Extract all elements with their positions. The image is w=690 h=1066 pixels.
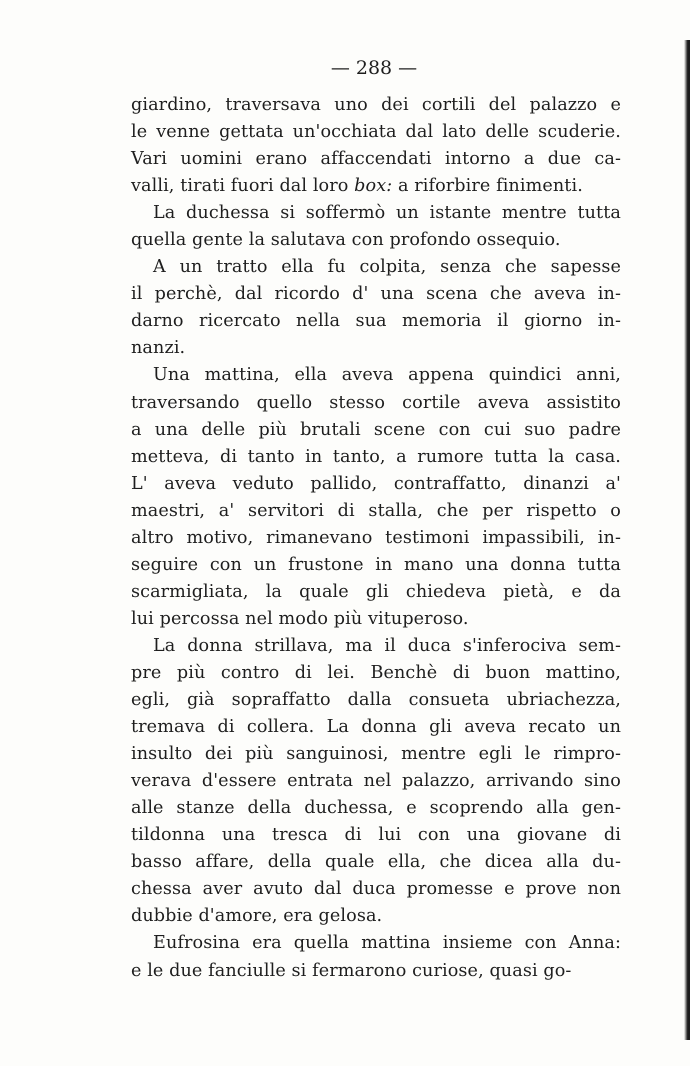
text-line: metteva, di tanto in tanto, a rumore tutta la casa.	[131, 446, 621, 467]
paragraph	[131, 633, 621, 931]
text-line: a una delle più brutali scene con cui suo padre	[131, 419, 621, 440]
page-number: — 288 —	[330, 57, 418, 79]
text-line: dubbie d'amore, era gelosa.	[131, 906, 383, 927]
text-line: tildonna una tresca di lui con una giovane di	[131, 825, 621, 846]
text-line: chessa aver avuto dal duca promesse e prove non	[131, 879, 621, 900]
paragraph	[131, 930, 621, 984]
text-line: verava d'essere entrata nel palazzo, arrivando sino	[131, 771, 621, 792]
text-line: le venne gettata un'occhiata dal lato delle scuderie.	[131, 122, 621, 143]
text-line: Eufrosina era quella mattina insieme con Anna:	[153, 933, 621, 954]
text-line: giardino, traversava uno dei cortili del palazzo e	[131, 95, 621, 115]
text-line: pre più contro di lei. Benchè di buon mattino,	[131, 662, 621, 683]
text-line: Vari uomini erano affaccendati intorno a due ca-	[131, 149, 621, 170]
text-line: A un tratto ella fu colpita, senza che sapesse	[153, 257, 621, 278]
text-line: egli, già sopraffatto dalla consueta ubriachezza,	[131, 690, 621, 711]
text-line: insulto dei più sanguinosi, mentre egli le rimpro-	[131, 744, 621, 765]
text-line: valli, tirati fuori dal loro box: a riforbire finimenti.	[131, 176, 583, 197]
text-line: nanzi.	[131, 338, 186, 359]
text-line: basso affare, della quale ella, che dicea alla du-	[131, 852, 621, 873]
text-line: L' aveva veduto pallido, contraffatto, dinanzi a'	[131, 473, 621, 494]
text-line: Una mattina, ella aveva appena quindici anni,	[153, 365, 621, 386]
text-line: darno ricercato nella sua memoria il giorno in-	[131, 311, 621, 332]
text-line: altro motivo, rimanevano testimoni impassibili, in-	[131, 527, 621, 548]
paragraph	[131, 362, 621, 632]
text-line: seguire con un frustone in mano una donna tutta	[131, 554, 621, 575]
body-text	[131, 92, 621, 985]
text-line: lui percossa nel modo più vituperoso.	[131, 608, 469, 629]
text-line: scarmigliata, la quale gli chiedeva pietà, e da	[131, 581, 621, 602]
text-line: e le due fanciulle si fermarono curiose, quasi go-	[131, 960, 572, 981]
text-line: tremava di collera. La donna gli aveva recato un	[131, 717, 621, 738]
text-line: La donna strillava, ma il duca s'inferociva sem-	[153, 635, 621, 656]
text-line: quella gente la salutava con profondo ossequio.	[131, 230, 561, 251]
paragraph	[131, 200, 621, 254]
paragraph	[131, 254, 621, 362]
text-line: alle stanze della duchessa, e scoprendo alla gen-	[131, 798, 621, 819]
page-edge-shadow	[684, 40, 690, 1040]
text-line: il perchè, dal ricordo d' una scena che aveva in-	[131, 284, 621, 305]
paragraph	[131, 92, 621, 200]
text-line: traversando quello stesso cortile aveva assistito	[131, 392, 621, 413]
text-line: maestri, a' servitori di stalla, che per rispetto o	[131, 500, 621, 521]
text-line: La duchessa si soffermò un istante mentre tutta	[153, 203, 621, 224]
